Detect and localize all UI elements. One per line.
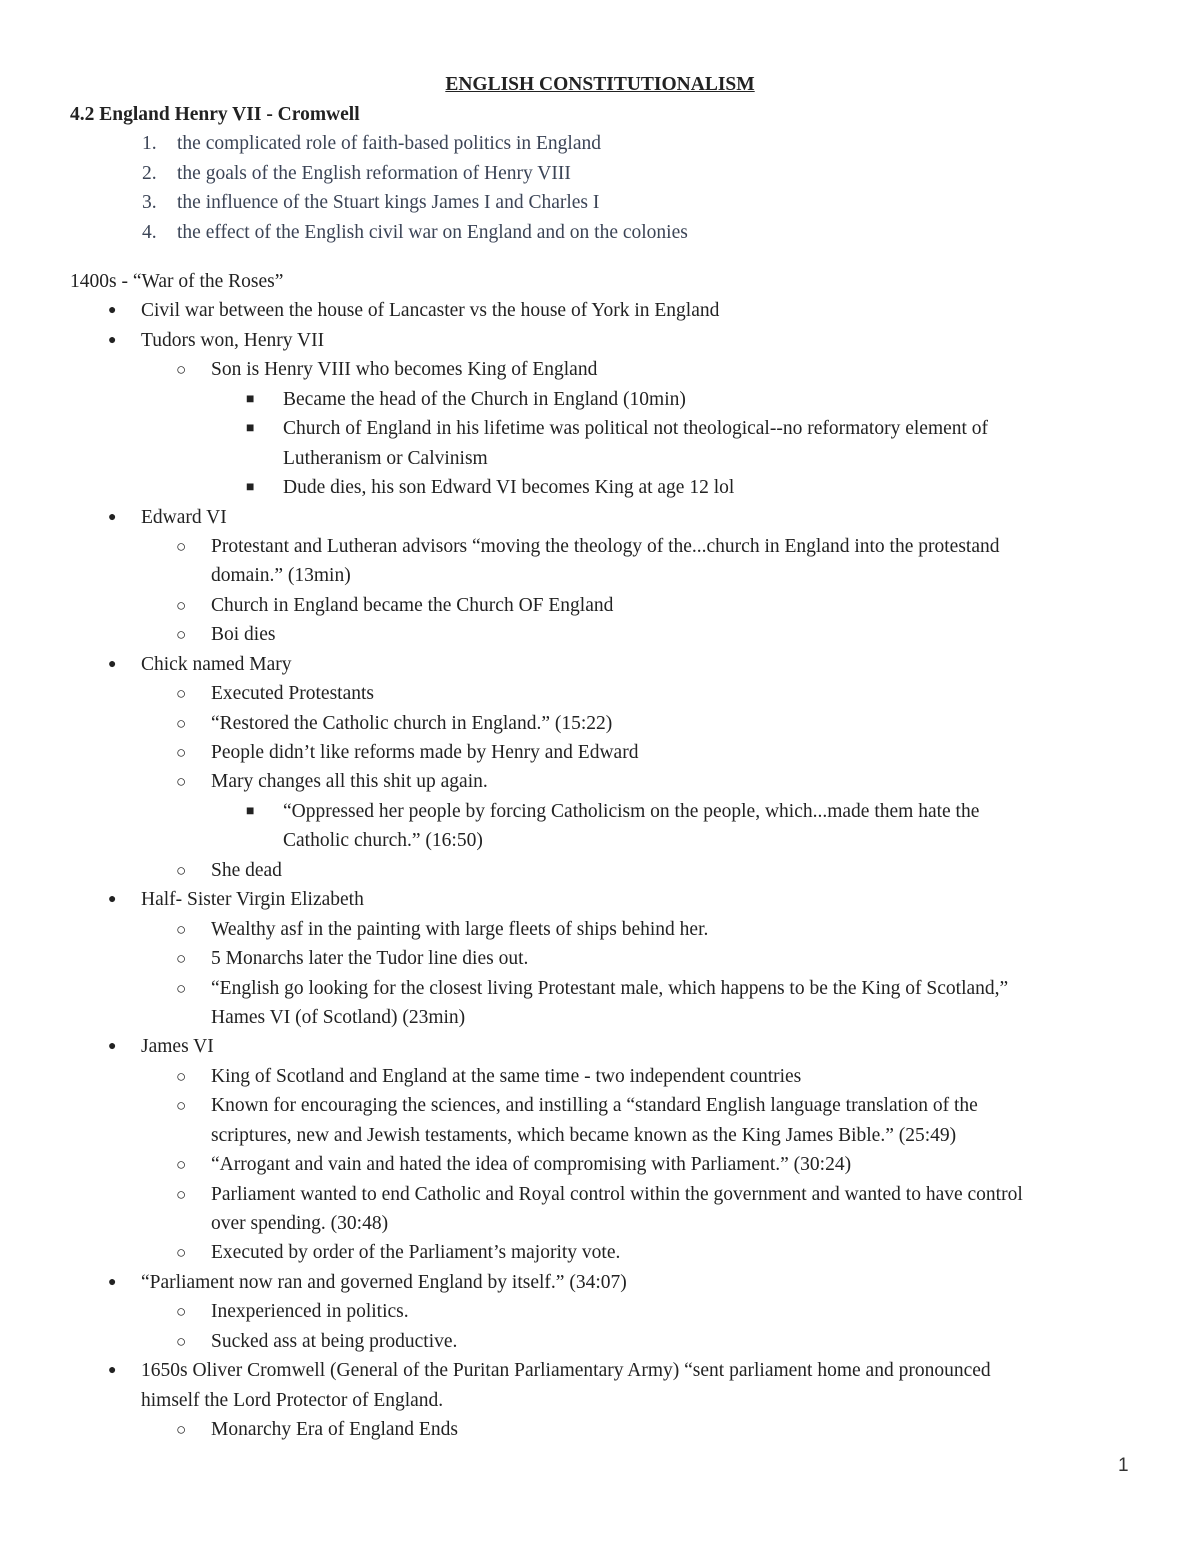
note-text: Sucked ass at being productive.: [211, 1330, 458, 1352]
hollow-bullet-icon: ○: [176, 1331, 187, 1351]
page-number: 1: [1118, 1455, 1129, 1476]
hollow-bullet-icon: ○: [176, 625, 187, 645]
goal-text: the influence of the Stuart kings James I and Charles I: [177, 192, 600, 214]
note-text: Monarchy Era of England Ends: [211, 1419, 458, 1441]
hollow-bullet-icon: ○: [176, 684, 187, 704]
filled-bullet-icon: ●: [108, 332, 117, 348]
note-text: Dude dies, his son Edward VI becomes King at age 12 lol: [283, 477, 735, 499]
outline-item-l2: [0, 710, 1200, 739]
note-text: domain.” (13min): [211, 565, 351, 587]
goal-number: 3.: [142, 192, 157, 214]
note-text: Tudors won, Henry VII: [141, 329, 325, 351]
note-text: “Parliament now ran and governed England by itself.” (34:07): [141, 1271, 627, 1293]
outline-item-l2: [0, 1151, 1200, 1180]
outline-item-l1: [0, 297, 1200, 326]
outline-item-l2: [0, 975, 1200, 1004]
filled-bullet-icon: ●: [108, 892, 117, 908]
note-text: Catholic church.” (16:50): [283, 830, 483, 852]
outline-item-l3: [0, 415, 1200, 444]
outline-item-l2: [0, 680, 1200, 709]
goal-item: [0, 130, 688, 160]
filled-bullet-icon: ●: [108, 303, 117, 319]
hollow-bullet-icon: ○: [176, 978, 187, 998]
outline-item-l2: [0, 1328, 1200, 1357]
outline-continuation: [0, 827, 1200, 856]
note-text: 5 Monarchs later the Tudor line dies out.: [211, 948, 529, 970]
outline-item-l2: [0, 768, 1200, 797]
outline-item-l2: [0, 857, 1200, 886]
outline-item-l2: [0, 739, 1200, 768]
filled-bullet-icon: ●: [108, 656, 117, 672]
outline-item-l2: [0, 1298, 1200, 1327]
note-text: “Restored the Catholic church in England.” (15:22): [211, 712, 613, 734]
hollow-bullet-icon: ○: [176, 1184, 187, 1204]
outline-item-l1: [0, 504, 1200, 533]
outline-item-l1: [0, 886, 1200, 915]
hollow-bullet-icon: ○: [176, 1096, 187, 1116]
note-text: Chick named Mary: [141, 653, 292, 675]
notes-outline: [0, 268, 1200, 1446]
goal-number: 4.: [142, 222, 157, 244]
hollow-bullet-icon: ○: [176, 1302, 187, 1322]
note-text: King of Scotland and England at the same time - two independent countries: [211, 1065, 802, 1087]
outline-continuation: [0, 562, 1200, 591]
note-text: “Arrogant and vain and hated the idea of compromising with Parliament.” (30:24): [211, 1154, 852, 1176]
filled-bullet-icon: ●: [108, 1274, 117, 1290]
filled-bullet-icon: ●: [108, 1039, 117, 1055]
outline-item-l2: [0, 621, 1200, 650]
outline-item-l3: [0, 798, 1200, 827]
goals-list: [0, 130, 688, 249]
goal-item: [0, 160, 688, 190]
note-text: Edward VI: [141, 506, 227, 528]
outline-continuation: [0, 445, 1200, 474]
note-text: Mary changes all this shit up again.: [211, 771, 488, 793]
goal-text: the complicated role of faith-based politics in England: [177, 133, 601, 154]
note-text: Known for encouraging the sciences, and instilling a “standard English language translation of the: [211, 1095, 978, 1117]
hollow-bullet-icon: ○: [176, 860, 187, 880]
outline-item-l1: [0, 1033, 1200, 1062]
outline-item-l2: [0, 1063, 1200, 1092]
note-text: Church in England became the Church OF England: [211, 594, 614, 616]
note-text: Son is Henry VIII who becomes King of England: [211, 359, 598, 381]
goal-item: [0, 189, 688, 219]
section-heading: 4.2 England Henry VII - Cromwell: [70, 104, 360, 125]
outline-item-l2: [0, 945, 1200, 974]
outline-item-l2: [0, 916, 1200, 945]
square-bullet-icon: ■: [246, 480, 255, 496]
note-text: Became the head of the Church in England (10min): [283, 388, 686, 410]
hollow-bullet-icon: ○: [176, 1420, 187, 1440]
note-text: over spending. (30:48): [211, 1213, 389, 1234]
goal-text: the effect of the English civil war on England and on the colonies: [177, 222, 688, 244]
hollow-bullet-icon: ○: [176, 1066, 187, 1086]
hollow-bullet-icon: ○: [176, 713, 187, 733]
hollow-bullet-icon: ○: [176, 1155, 187, 1175]
outline-continuation: [0, 1004, 1200, 1033]
outline-item-l1: [0, 327, 1200, 356]
note-text: James VI: [141, 1036, 214, 1058]
note-text: Half- Sister Virgin Elizabeth: [141, 889, 364, 911]
note-text: Parliament wanted to end Catholic and Royal control within the government and wanted to have control: [211, 1183, 1023, 1205]
notes-heading: 1400s - “War of the Roses”: [70, 271, 284, 292]
hollow-bullet-icon: ○: [176, 536, 187, 556]
goal-number: 2.: [142, 162, 157, 184]
filled-bullet-icon: ●: [108, 509, 117, 525]
goal-number: 1.: [142, 133, 157, 154]
note-text: Executed by order of the Parliament’s majority vote.: [211, 1242, 621, 1264]
hollow-bullet-icon: ○: [176, 919, 187, 939]
note-text: She dead: [211, 859, 282, 881]
hollow-bullet-icon: ○: [176, 360, 187, 380]
square-bullet-icon: ■: [246, 421, 255, 437]
outline-item-l3: [0, 474, 1200, 503]
outline-item-l2: [0, 533, 1200, 562]
goal-text: the goals of the English reformation of Henry VIII: [177, 162, 571, 184]
note-text: “Oppressed her people by forcing Catholicism on the people, which...made them hate the: [283, 800, 980, 822]
hollow-bullet-icon: ○: [176, 772, 187, 792]
hollow-bullet-icon: ○: [176, 1243, 187, 1263]
note-text: Executed Protestants: [211, 683, 374, 705]
note-text: 1650s Oliver Cromwell (General of the Puritan Parliamentary Army) “sent parliament home and pronounced: [141, 1360, 991, 1382]
outline-item-l2: [0, 1416, 1200, 1445]
filled-bullet-icon: ●: [108, 1363, 117, 1379]
outline-item-l2: [0, 356, 1200, 385]
note-text: himself the Lord Protector of England.: [141, 1389, 444, 1411]
note-text: People didn’t like reforms made by Henry and Edward: [211, 742, 639, 763]
note-text: Boi dies: [211, 624, 276, 646]
note-text: scriptures, new and Jewish testaments, which became known as the King James Bible.” (25:49): [211, 1124, 957, 1146]
outline-item-l1: [0, 1269, 1200, 1298]
note-text: Lutheranism or Calvinism: [283, 447, 488, 469]
outline-item-l2: [0, 592, 1200, 621]
note-text: Wealthy asf in the painting with large fleets of ships behind her.: [211, 918, 709, 940]
square-bullet-icon: ■: [246, 391, 255, 407]
square-bullet-icon: ■: [246, 803, 255, 819]
document-title: ENGLISH CONSTITUTIONALISM: [445, 74, 755, 95]
note-text: Inexperienced in politics.: [211, 1301, 409, 1323]
outline-item-l1: [0, 1357, 1200, 1386]
hollow-bullet-icon: ○: [176, 595, 187, 615]
outline-continuation: [0, 1122, 1200, 1151]
goal-item: [0, 219, 688, 249]
outline-item-l1: [0, 651, 1200, 680]
outline-item-l2: [0, 1181, 1200, 1210]
note-text: Hames VI (of Scotland) (23min): [211, 1006, 466, 1028]
note-text: Church of England in his lifetime was political not theological--no reformatory element of: [283, 418, 989, 440]
outline-continuation: [0, 1210, 1200, 1239]
outline-item-l2: [0, 1092, 1200, 1121]
outline-item-l2: [0, 1239, 1200, 1268]
hollow-bullet-icon: ○: [176, 743, 187, 762]
note-text: Protestant and Lutheran advisors “moving the theology of the...church in England into the protestand: [211, 535, 1000, 557]
outline-item-l3: [0, 386, 1200, 415]
note-text: Civil war between the house of Lancaster vs the house of York in England: [141, 300, 720, 322]
hollow-bullet-icon: ○: [176, 949, 187, 969]
outline-continuation: [0, 1387, 1200, 1416]
note-text: “English go looking for the closest living Protestant male, which happens to be the King of Scotland,”: [211, 977, 1009, 999]
